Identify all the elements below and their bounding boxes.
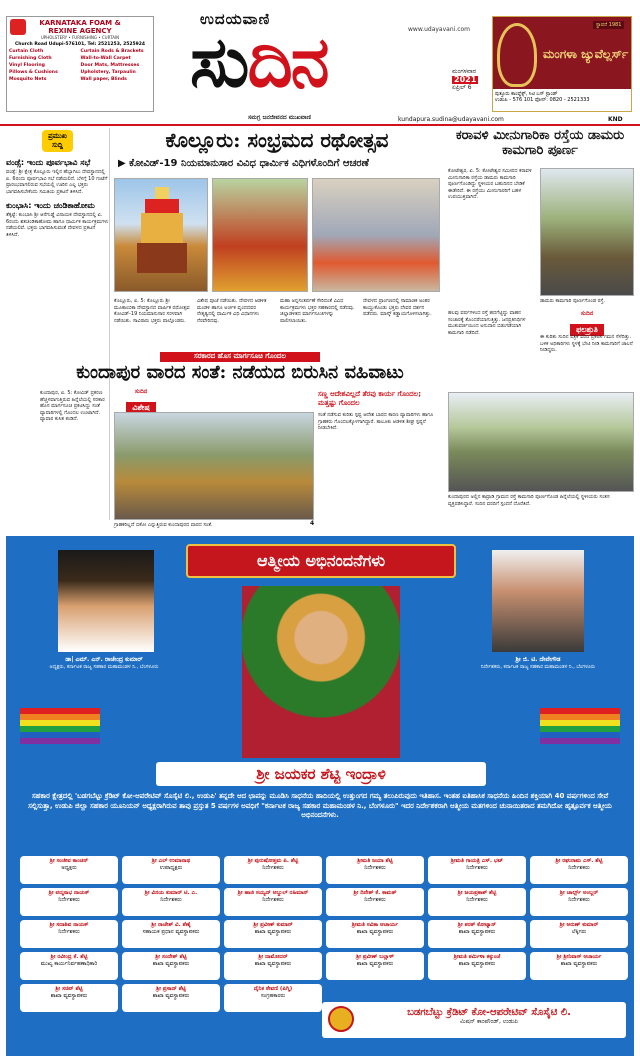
chariot-photo [114, 178, 208, 292]
village-road-caption: ಕುಂದಾಪುರದ ಅಲ್ಲಿನ ಕಾವ್ರಾಡಿ ಗ್ರಾಮದ ರಸ್ತೆ ಕಾಮಗಾರಿ ಪೂರ್ಣಗೊಂಡ ಹಿನ್ನೆಲೆಯಲ್ಲಿ ಸ್ಥಳೀಯರು ಸಂತಸ ವ್ಯಕ್ತಪಡಿಸಿದ್ದಾರೆ. ಸುದಿನ ವರದಿಗೆ ಸ್ಪಂದನೆ ದೊರೆತಿದೆ. [448, 494, 610, 507]
kundapura-kicker: ಸರಕಾರದ ಹೊಸ ಮಾರ್ಗಸೂಚಿ ಗೊಂದಲ [160, 352, 320, 362]
staff-pill [122, 856, 220, 884]
staff-pill [224, 920, 322, 948]
ad-item: Vinyl Flooring [9, 63, 45, 68]
staff-name: ಶ್ರೀ ಪುರುಷೋತ್ತಮ ಪಿ. ಶೆಟ್ಟಿ [247, 858, 299, 864]
staff-role: ನಿರ್ದೇಶಕರು [364, 897, 386, 903]
left-person-name: ಡಾ| ಎಮ್. ಎನ್. ರಾಜೇಂದ್ರ ಕುಮಾರ್ [65, 656, 143, 663]
staff-role: ಶಾಖಾ ವ್ಯವಸ್ಥಾಪಕರು [356, 929, 394, 935]
flag-left-icon [20, 708, 100, 744]
meta-bar [0, 116, 640, 126]
staff-role: ಶಾಖಾ ವ್ಯವಸ್ಥಾಪಕರು [50, 993, 88, 999]
market-photo-caption: ಗ್ರಾಹಕರಿಲ್ಲದೆ ಬಿಕೋ ಎನ್ನುತ್ತಿರುವ ಕುಂದಾಪುರದ ವಾರದ ಸಂತೆ. [114, 522, 213, 528]
staff-name: ಶ್ರೀ ರವೀಂದ್ರ ಕೆ. ಶೆಟ್ಟಿ [50, 954, 88, 960]
staff-name: ಶ್ರೀ ವಿನಯ ಕುಮಾರ್ ಟಿ. ಎ. [144, 890, 198, 896]
ad-item: Wall-to-Wall Carpet [80, 56, 131, 61]
portrait-right [492, 550, 584, 652]
brief-headline[interactable]: ವಂಡ್ಸೆ: ಇಂದು ಪೂರ್ವಭಾವಿ ಸಭೆ [6, 158, 91, 167]
website-url[interactable]: www.udayavani.com [408, 26, 471, 33]
brand-tagline: ಸಮಗ್ರ ಜನಜೀವನದ ಮುಖವಾಣಿ [248, 114, 311, 121]
staff-role: ನಿರ್ದೇಶಕರು [466, 865, 488, 871]
ad-item: Pillows & Cushions [9, 70, 58, 75]
portrait-left [58, 550, 154, 652]
village-road-photo [448, 392, 634, 492]
issue-day: ಮಂಗಳವಾರ [452, 68, 477, 75]
ad-title-2: REXINE AGENCY [9, 27, 151, 35]
agency-logo-icon [10, 19, 26, 35]
staff-role: ಸಹಾಯಕ ಪ್ರಧಾನ ವ್ಯವಸ್ಥಾಪಕರು [142, 929, 200, 935]
vishesha-label: ವಿಶೇಷ [126, 402, 156, 414]
staff-name: ಶ್ರೀಮತಿ ಸವಿತಾ ಆಚಾರ್ಯ [351, 922, 399, 928]
staff-name: ಶ್ರೀ ದಿನೇಶ್ ಕೆ. ಕಾಮತ್ [353, 890, 397, 896]
staff-role: ಶಾಖಾ ವ್ಯವಸ್ಥಾಪಕರು [254, 961, 292, 967]
staff-role: ಶಾಖಾ ವ್ಯವಸ್ಥಾಪಕರು [458, 961, 496, 967]
flag-right-icon [540, 708, 620, 744]
staff-pill [326, 952, 424, 980]
staff-pill [428, 856, 526, 884]
congratulations-ad[interactable] [6, 536, 634, 1056]
ad-item: Curtain Cloth [9, 49, 44, 54]
ad-item: Wall paper, Blinds [80, 77, 127, 82]
brand-logo [190, 22, 328, 102]
ritual-photo [312, 178, 440, 292]
staff-role: ಅಧ್ಯಕ್ಷರು [61, 865, 77, 871]
staff-pill [20, 984, 118, 1012]
staff-name: ಶ್ರೀ ಪ್ರಸಾದ್ ಶೆಟ್ಟಿ [156, 986, 186, 992]
staff-name: ಶ್ರೀ ಸಂದೇಶ್ ಶೆಟ್ಟಿ [155, 954, 187, 960]
staff-pill [122, 888, 220, 916]
kundapura-body: ಕುಂದಾಪುರ, ಏ. 5: ಕೋವಿಡ್ ಪ್ರಕರಣ ಹೆಚ್ಚಳವಾಗುತ್ತಿರುವ ಹಿನ್ನೆಲೆಯಲ್ಲಿ ಸರಕಾರ ಹೊಸ ಮಾರ್ಗಸೂಚಿ ಪ್ರಕಟಿಸಿದ್ದು ಸಂತೆ ವ್ಯಾಪಾರಿಗಳಲ್ಲಿ ಗೊಂದಲ ಉಂಟಾಗಿದೆ. ವ್ಯಾಪಾರ ಕುಸಿತ ಕಂಡಿದೆ. [40, 390, 105, 422]
issue-date-text: ಏಪ್ರಿಲ್ 6 [452, 84, 472, 91]
honoree-name: ಶ್ರೀ ಜಯಕರ ಶೆಟ್ಟಿ ಇಂದ್ರಾಳಿ [156, 762, 486, 786]
staff-pill [122, 984, 220, 1012]
briefs-badge-line2: ಸುದ್ದಿ [51, 141, 64, 149]
ad-footer [322, 1002, 626, 1038]
staff-pill [530, 920, 628, 948]
staff-role: ಸಂಗ್ರಹಕಾರರು [260, 993, 286, 999]
staff-pill [224, 952, 322, 980]
staff-pill [326, 888, 424, 916]
right-story-body: ಕೋಟೇಶ್ವರ, ಏ. 5: ಕೋಟೇಶ್ವರ ಸಮೀಪದ ಕರಾವಳಿ ಮೀನುಗಾರಿಕಾ ರಸ್ತೆಯ ಡಾಮರು ಕಾಮಗಾರಿ ಪೂರ್ಣಗೊಂಡಿದ್ದು ಸ್ಥಳೀಯರ ಬಹುದಿನದ ಬೇಡಿಕೆ ಈಡೇರಿದೆ. ಈ ರಸ್ತೆಯು ಮೀನುಗಾರರಿಗೆ ಬಹಳ ಉಪಯುಕ್ತವಾಗಿದೆ. [448, 168, 532, 200]
staff-role: ನಿರ್ದೇಶಕರು [58, 929, 80, 935]
staff-role: ಶಾಖಾ ವ್ಯವಸ್ಥಾಪಕರು [458, 929, 496, 935]
brand-part-2: ದಿನ [247, 21, 328, 103]
staff-name: ಶ್ರೀ ಚಾರ್ಲ್ಸ್ ಅಂಬ್ಲರ್ [559, 890, 599, 896]
ad-mangala-jewellers[interactable] [492, 16, 632, 112]
staff-name: ಶ್ರೀ ಜಯಪ್ರಕಾಶ್ ಶೆಟ್ಟಿ [457, 890, 497, 896]
staff-name: ಶ್ರೀ ಅರುಣ್ ಕುಮಾರ್ [559, 922, 599, 928]
ad-message: ಸಹಕಾರ ಕ್ಷೇತ್ರದಲ್ಲಿ 'ಬಡಗಬೆಟ್ಟು ಕ್ರೆಡಿಟ್ ಕೋ-ಆಪರೇಟಿವ್ ಸೊಸೈಟಿ ಲಿ., ಉಡುಪಿ' ತನ್ನದೇ ಆದ ಛಾಪನ್ನು ಮೂಡಿಸಿ ಸಾಧನೆಯ ಹಾದಿಯಲ್ಲಿ ಉತ್ತುಂಗದ ಗಮ್ಯ ತಲುಪಿರುವುದು ಇತಿಹಾಸ. ಇಂತಹ ಐತಿಹಾಸಿಕ ಸಾಧನೆಯ ಹಿಂದಿನ ಶಕ್ತಿಯಾಗಿ 40 ವರ್ಷಗಳಿಂದ ಸೇವೆ ಸಲ್ಲಿಸುತ್ತಾ, ಉಡುಪಿ ಜಿಲ್ಲಾ ಸಹಕಾರ ಯೂನಿಯನ್ ಅಧ್ಯಕ್ಷರಾಗಿರುವ ತಾವು ಪ್ರಸ್ತುತ 5 ವರ್ಷಗಳ ಅವಧಿಗೆ "ಕರ್ನಾಟಕ ರಾಜ್ಯ ಸಹಕಾರ ಮಹಾಮಂಡಳ ನಿ., ಬೆಂಗಳೂರು" ಇದರ ನಿರ್ದೇಶಕರಾಗಿ ಆತ್ಮೀಯ ಮತಗಳಿಂದ ಚುನಾಯಿತರಾದ ತಮಗಿದೋ ಹೃತ್ಪೂರ್ವಕ ಆತ್ಮೀಯ ಅಭಿನಂದನೆಗಳು. [28, 792, 612, 819]
ad-item: Mosquito Nets [9, 77, 47, 82]
right-person-role: ನಿರ್ದೇಶಕರು, ಕರ್ನಾಟಕ ರಾಜ್ಯ ಸಹಕಾರ ಮಹಾಮಂಡಳ ನಿ., ಬೆಂಗಳೂರು [480, 664, 596, 670]
staff-pill [20, 920, 118, 948]
main-body-col: ಮಹಾ ಅನ್ನಸಂತರ್ಪಣೆ ಸೇರಿದಂತೆ ವಿವಿಧ ಕಾರ್ಯಕ್ರಮಗಳು ಭಕ್ತರ ಸಹಕಾರದಲ್ಲಿ ನಡೆದವು. ಜಿಲ್ಲಾಡಳಿತದ ಮಾರ್ಗಸೂಚಿಗಳನ್ನು ಪಾಲಿಸಲಾಯಿತು. [280, 298, 355, 324]
staff-role: ನಿರ್ದೇಶಕರು [58, 897, 80, 903]
brand-part-1: ಸು [190, 21, 248, 103]
staff-name: ಶ್ರೀಮತಿ ಜಯಾ ಶೆಟ್ಟಿ [357, 858, 393, 864]
phalashruti-label: ಫಲಶ್ರುತಿ [570, 324, 604, 336]
ad-since: ಸ್ಥಾಪನೆ 1981 [593, 21, 624, 29]
staff-pill [20, 856, 118, 884]
staff-name: ಶ್ರೀ ರಾಜೇಶ್ ವಿ. ಶೆಣೈ [151, 922, 191, 928]
staff-name: ಶ್ರೀ ಶರತ್ ಕೋಟ್ಯಾನ್ [457, 922, 497, 928]
society-logo-icon [328, 1006, 354, 1032]
staff-pill [530, 856, 628, 884]
staff-role: ನಿರ್ದೇಶಕರು [364, 865, 386, 871]
staff-pill [530, 952, 628, 980]
staff-pill [224, 856, 322, 884]
staff-role: ಶಾಖಾ ವ್ಯವಸ್ಥಾಪಕರು [152, 993, 190, 999]
main-body-col: ವಿಶೇಷ ಪೂಜೆ ನಡೆಯಿತು. ದೇವಳದ ಆಡಳಿತ ಮಂಡಳಿ ಹಾಗೂ ಅರ್ಚಕ ವೃಂದದವರ ನೇತೃತ್ವದಲ್ಲಿ ಧಾರ್ಮಿಕ ವಿಧಿ ವಿಧಾನಗಳು ನೆರವೇರಿದವು. [197, 298, 267, 324]
page-ref: 4 [310, 520, 315, 527]
staff-pill [326, 856, 424, 884]
staff-role: ಲೆಕ್ಕಿಗರು [571, 929, 587, 935]
kundapura-side-head[interactable]: ಸಣ್ಣ ಆದೇಶವಿಲ್ಲದೆ ತೆರವು ಕಾರ್ಯ ಗೊಂದಲ; ಮತ್ತಷ್ಟು ಗೊಂದಲ [318, 390, 422, 407]
phalashruti-badge [540, 310, 634, 336]
staff-pill [530, 888, 628, 916]
staff-role: ನಿರ್ದೇಶಕರು [568, 865, 590, 871]
brief-body: ವಂಡ್ಸೆ: ಶ್ರೀ ಕ್ಷೇತ್ರ ಕೊಲ್ಲೂರು ಇಲ್ಲಿನ ಹೆಬ್ಬಾಗಿಲು ದೇವಸ್ಥಾನದಲ್ಲಿ ಏ. 6ರಂದು ಪೂರ್ವಭಾವಿ ಸಭೆ ನಡೆಯಲಿದೆ. ಬೆಳಗ್ಗೆ 10 ಗಂಟೆಗೆ ಪ್ರಾರಂಭವಾಗಲಿರುವ ಸಭೆಯಲ್ಲಿ ಊರಿನ ಎಲ್ಲ ಭಕ್ತರು ಭಾಗವಹಿಸಬೇಕೆಂದು ಸಮಿತಿಯ ಪ್ರಕಟನೆ ತಿಳಿಸಿದೆ. [6, 169, 108, 195]
staff-name: ಶ್ರೀ ಎಲ್ ಉಮಾನಾಥ [151, 858, 191, 864]
staff-pill [122, 952, 220, 980]
staff-name: ಶ್ರೀಮತಿ ಗಾಯತ್ರಿ ಎಸ್. ಭಟ್ [450, 858, 504, 864]
briefs-badge-line1: ಪ್ರಮುಖ [48, 132, 67, 140]
right-story-body-2: ಹಲವು ವರ್ಷಗಳಿಂದ ರಸ್ತೆ ಹದಗೆಟ್ಟಿದ್ದು ವಾಹನ ಸಂಚಾರಕ್ಕೆ ತೊಂದರೆಯಾಗುತ್ತಿತ್ತು. ಜನಪ್ರತಿನಿಧಿಗಳ ಮುತುವರ್ಜಿಯಿಂದ ಅನುದಾನ ಬಿಡುಗಡೆಯಾಗಿ ಕಾಮಗಾರಿ ನಡೆದಿದೆ. [448, 310, 526, 336]
main-headline[interactable]: ಕೊಲ್ಲೂರು: ಸಂಭ್ರಮದ ರಥೋತ್ಸವ [165, 128, 389, 152]
staff-role: ಮುಖ್ಯ ಕಾರ್ಯನಿರ್ವಹಣಾಧಿಕಾರಿ [40, 961, 98, 967]
brand-small-title: ಉದಯವಾಣಿ [200, 10, 271, 28]
ad-item: Curtain Rods & Brackets [80, 49, 144, 54]
staff-pill [224, 888, 322, 916]
right-headline[interactable]: ಕರಾವಳಿ ಮೀನುಗಾರಿಕಾ ರಸ್ತೆಯ ಡಾಮರು ಕಾಮಗಾರಿ ಪೂರ್ಣ [455, 128, 625, 158]
issue-year: 2021 [454, 75, 477, 84]
staff-name: ಶ್ರೀ ದಾಮೋದರ್ [258, 954, 288, 960]
ad-item: Furnishing Cloth [9, 56, 52, 61]
staff-role: ಶಾಖಾ ವ್ಯವಸ್ಥಾಪಕರು [152, 961, 190, 967]
edition-email[interactable]: kundapura.sudina@udayavani.com [398, 116, 504, 123]
staff-name: ಶ್ರೀ ಹಾಜಿ ಸಯ್ಯದ್ ಅಬ್ದುಲ್ ರಹಿಮಾನ್ [237, 890, 309, 896]
necklace-icon [497, 23, 537, 87]
main-subhead: ▶ ಕೋವಿಡ್-19 ನಿಯಮಾನುಸಾರ ವಿವಿಧ ಧಾರ್ಮಿಕ ವಿಧಿಗಳೊಂದಿಗೆ ಆಚರಣೆ [118, 158, 369, 169]
staff-role: ಶಾಖಾ ವ್ಯವಸ್ಥಾಪಕರು [254, 929, 292, 935]
staff-role: ನಿರ್ದೇಶಕರು [262, 897, 284, 903]
procession-photo [212, 178, 308, 292]
vishesha-badge [114, 388, 168, 414]
ad-jeweller-line1: ಪುತ್ತೂರು ಕಾಂಪ್ಲೆಕ್ಸ್, ಸಿಟಿ ಬಸ್ ಸ್ಟಾಂಡ್ [495, 91, 558, 97]
staff-pill [20, 888, 118, 916]
portrait-center [242, 586, 400, 758]
ad-subtitle: UPHOLSTERY • FURNISHING • CURTAIN [40, 35, 120, 40]
staff-pill [20, 952, 118, 980]
ad-item: Upholstery, Tarpaulin [80, 70, 136, 75]
road-photo [540, 168, 634, 296]
staff-name: ದೈನಿಕ ಠೇವಣಿ (ಪಿಗ್ಮಿ) [253, 986, 293, 992]
staff-pill [428, 888, 526, 916]
kundapura-side-body: ಸಂತೆ ನಡೆಸುವ ಕುರಿತು ಸ್ಪಷ್ಟ ಆದೇಶ ಬಾರದ ಕಾರಣ ವ್ಯಾಪಾರಿಗಳು ಹಾಗೂ ಗ್ರಾಹಕರು ಗೊಂದಲಕ್ಕೊಳಗಾಗಿದ್ದಾರೆ. ತಾಲೂಕು ಆಡಳಿತ ಶೀಘ್ರ ಸ್ಪಷ್ಟನೆ ನೀಡಬೇಕಿದೆ. [318, 412, 434, 431]
ad-item: Door Mats, Mattresses [80, 63, 140, 68]
staff-name: ಶ್ರೀ ಪದ್ಮನಾಭ ನಾಯಕ್ [48, 890, 90, 896]
main-body-col: ಕೊಲ್ಲೂರು, ಏ. 5: ಕೊಲ್ಲೂರು ಶ್ರೀ ಮೂಕಾಂಬಿಕಾ ದೇವಸ್ಥಾನದ ವಾರ್ಷಿಕ ರಥೋತ್ಸವ ಕೋವಿಡ್-19 ನಿಯಮಾನುಸಾರ ಸರಳವಾಗಿ ನಡೆಯಿತು. ಸಾವಿರಾರು ಭಕ್ತರು ಪಾಲ್ಗೊಂಡರು. [114, 298, 190, 324]
ad-banner-title: ಆತ್ಮೀಯ ಅಭಿನಂದನೆಗಳು [186, 544, 456, 578]
right-story-body-3: ಈ ಕುರಿತು ಸುದಿನ ಪತ್ರಿಕೆ ವರದಿ ಪ್ರಕಟಿಸಿ ಗಮನ ಸೆಳೆದಿತ್ತು. ಬಳಿಕ ಅಧಿಕಾರಿಗಳು ಸ್ಥಳಕ್ಕೆ ಭೇಟಿ ನೀಡಿ ಕಾಮಗಾರಿಗೆ ಚಾಲನೆ ನೀಡಿದ್ದರು. [540, 334, 633, 353]
staff-role: ನಿರ್ದೇಶಕರು [568, 897, 590, 903]
kundapura-headline[interactable]: ಕುಂದಾಪುರ ವಾರದ ಸಂತೆ: ನಡೆಯದ ಬಿರುಸಿನ ವಹಿವಾಟು [76, 362, 404, 383]
staff-role: ನಿರ್ದೇಶಕರು [466, 897, 488, 903]
staff-name: ಶ್ರೀ ಶ್ರೀನಿವಾಸ್ ಆಚಾರ್ಯ [556, 954, 602, 960]
staff-pill [326, 920, 424, 948]
staff-name: ಶ್ರೀ ಸದಾಶಿವ ನಾಯಕ್ [49, 922, 89, 928]
chariot-icon [115, 179, 208, 292]
ad-karnataka-foam[interactable] [6, 16, 154, 112]
staff-pill [224, 984, 322, 1012]
left-person-role: ಅಧ್ಯಕ್ಷರು, ಕರ್ನಾಟಕ ರಾಜ್ಯ ಸಹಕಾರ ಮಹಾಮಂಡಳ ನಿ., ಬೆಂಗಳೂರು [49, 664, 159, 670]
staff-name: ಶ್ರೀ ಪ್ರವೀಣ್ ಕುಮಾರ್ [253, 922, 293, 928]
staff-role: ನಿರ್ದೇಶಕರು [262, 865, 284, 871]
vishesha-tag: ಸುದಿನ [134, 388, 148, 395]
right-person-name: ಶ್ರೀ ಜಿ. ಟಿ. ದೇವೇಗೌಡ [515, 656, 561, 663]
staff-pill [428, 952, 526, 980]
staff-role: ಶಾಖಾ ವ್ಯವಸ್ಥಾಪಕರು [560, 961, 598, 967]
staff-name: ಶ್ರೀ ಪ್ರವೀಣ್ ಬಲ್ಲಾಳ್ [356, 954, 394, 960]
issue-date [452, 68, 478, 92]
ad-address: Church Road Udupi-576101, Tel: 2521253, 2525924 [14, 42, 146, 47]
ad-title-1: KARNATAKA FOAM & [9, 19, 151, 27]
main-body-col: ದೇವಳದ ಪ್ರಾಂಗಣದಲ್ಲಿ ಸಾಮಾಜಿಕ ಅಂತರ ಕಾಯ್ದುಕೊಂಡು ಭಕ್ತರು ದೇವರ ದರ್ಶನ ಪಡೆದರು. ಮಾಸ್ಕ್ ಕಡ್ಡಾಯಗೊಳಿಸಲಾಗಿತ್ತು. [363, 298, 432, 317]
footer-address: ಮಿಷನ್ ಕಾಂಪೌಂಡ್, ಉಡುಪಿ [460, 1018, 518, 1025]
staff-name: ಶ್ರೀ ರಘುರಾಮ ಎಸ್. ಶೆಟ್ಟಿ [555, 858, 603, 864]
brief-body: ತೆಕ್ಕಟ್ಟೆ: ಕುಂಭಾಸಿ ಶ್ರೀ ಆನೆಗುಡ್ಡೆ ವಿನಾಯಕ ದೇವಸ್ಥಾನದಲ್ಲಿ ಏ. 6ರಂದು ಶತಚಂಡಿಕಾಹೋಮ ಹಾಗೂ ಧಾರ್ಮಿಕ ಕಾರ್ಯಕ್ರಮಗಳು ನಡೆಯಲಿವೆ. ಭಕ್ತರು ಭಾಗವಹಿಸುವಂತೆ ದೇವಳದ ಪ್ರಕಟನೆ ತಿಳಿಸಿದೆ. [6, 212, 109, 238]
market-photo [114, 412, 314, 520]
briefs-badge [42, 130, 73, 152]
brief-headline[interactable]: ಕುಂಭಾಸಿ: ಇಂದು ಚಂಡಿಕಾಹೋಮ [6, 201, 95, 210]
staff-role: ಶಾಖಾ ವ್ಯವಸ್ಥಾಪಕರು [356, 961, 394, 967]
road-photo-caption: ಡಾಮರು ಕಾಮಗಾರಿ ಪೂರ್ಣಗೊಂಡ ರಸ್ತೆ. [540, 298, 606, 304]
staff-pill [122, 920, 220, 948]
staff-name: ಶ್ರೀಮತಿ ಶರ್ಮಿಳಾ ಕಕ್ಕುಂಜೆ [453, 954, 501, 960]
edition-code: KND [608, 116, 623, 123]
phalashruti-tag: ಸುದಿನ [580, 310, 594, 317]
ad-jeweller-name: ಮಂಗಳಾ ಜ್ಯುವೆಲ್ಲರ್ಸ್ [543, 47, 629, 61]
main-story-body [114, 298, 440, 356]
staff-name: ಶ್ರೀ ಸಂಜೀವ ಕಾಂಚನ್ [49, 858, 89, 864]
staff-pill [428, 920, 526, 948]
staff-name: ಶ್ರೀ ಸಚಿನ್ ಶೆಟ್ಟಿ [55, 986, 83, 992]
staff-role: ಉಪಾಧ್ಯಕ್ಷರು [159, 865, 183, 871]
staff-role: ನಿರ್ದೇಶಕರು [160, 897, 182, 903]
footer-org: ಬಡಗಬೆಟ್ಟು ಕ್ರೆಡಿಟ್ ಕೋ-ಆಪರೇಟಿವ್ ಸೊಸೈಟಿ ಲಿ. [407, 1007, 571, 1018]
ad-jeweller-line2: ಉಡುಪಿ - 576 101 ಫೋನ್: 0820 - 2521333 [495, 97, 590, 103]
